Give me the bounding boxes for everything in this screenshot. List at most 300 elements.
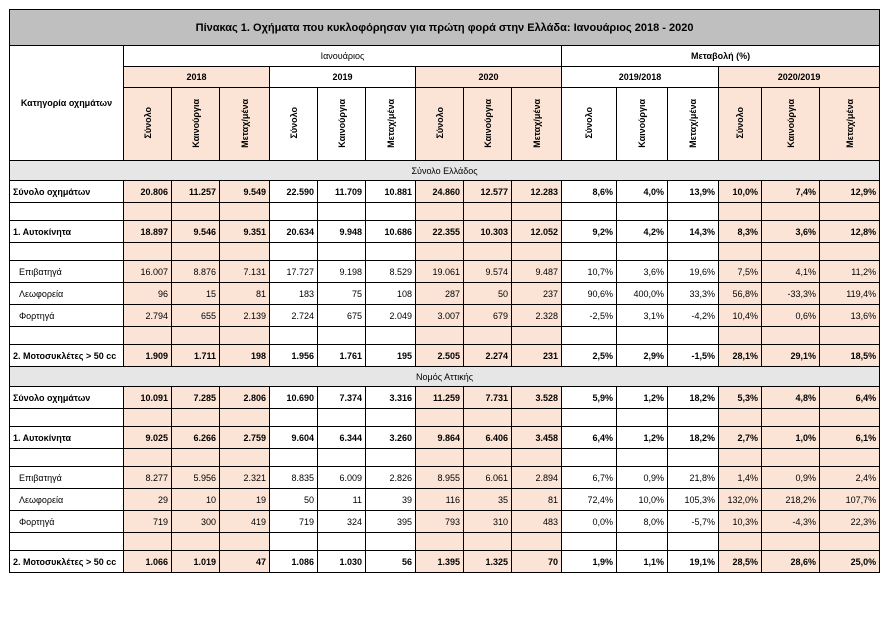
subheader-cell bbox=[464, 88, 512, 161]
value-cell: 2.328 bbox=[512, 305, 562, 327]
value-cell: 18.897 bbox=[124, 221, 172, 243]
value-cell: 218,2% bbox=[762, 489, 820, 511]
blank-cell bbox=[668, 243, 719, 261]
subheader-cell bbox=[124, 88, 172, 161]
blank-cell bbox=[562, 533, 617, 551]
blank-cell bbox=[617, 327, 668, 345]
blank-cell bbox=[464, 243, 512, 261]
value-cell: 655 bbox=[172, 305, 220, 327]
blank-cell bbox=[10, 203, 124, 221]
blank-cell bbox=[668, 409, 719, 427]
value-cell: 483 bbox=[512, 511, 562, 533]
change-header: Μεταβολή (%) bbox=[562, 46, 880, 67]
value-cell: 0,9% bbox=[617, 467, 668, 489]
value-cell: 2,9% bbox=[617, 345, 668, 367]
blank-cell bbox=[719, 409, 762, 427]
value-cell: 8.277 bbox=[124, 467, 172, 489]
blank-cell bbox=[668, 449, 719, 467]
value-cell: 3,6% bbox=[762, 221, 820, 243]
blank-cell bbox=[220, 449, 270, 467]
table-row bbox=[10, 427, 880, 449]
row-label: Σύνολο οχημάτων bbox=[10, 387, 124, 409]
subheader-label: Σύνολο bbox=[434, 107, 445, 139]
value-cell: 28,1% bbox=[719, 345, 762, 367]
value-cell: 2.759 bbox=[220, 427, 270, 449]
row-label: 1. Αυτοκίνητα bbox=[10, 221, 124, 243]
blank-cell bbox=[318, 203, 366, 221]
value-cell: 56 bbox=[366, 551, 416, 573]
subheader-cell bbox=[668, 88, 719, 161]
blank-cell bbox=[124, 449, 172, 467]
value-cell: 9.487 bbox=[512, 261, 562, 283]
blank-cell bbox=[220, 243, 270, 261]
blank-cell bbox=[172, 449, 220, 467]
value-cell: 8.876 bbox=[172, 261, 220, 283]
row-label: Φορτηγά bbox=[10, 305, 124, 327]
value-cell: 11 bbox=[318, 489, 366, 511]
value-cell: -4,3% bbox=[762, 511, 820, 533]
value-cell: 719 bbox=[124, 511, 172, 533]
section-title: Νομός Αττικής bbox=[10, 367, 880, 387]
value-cell: 679 bbox=[464, 305, 512, 327]
blank-row bbox=[10, 243, 880, 261]
value-cell: 10.881 bbox=[366, 181, 416, 203]
value-cell: 19,6% bbox=[668, 261, 719, 283]
blank-cell bbox=[172, 409, 220, 427]
blank-cell bbox=[416, 409, 464, 427]
table-row bbox=[10, 551, 880, 573]
value-cell: -5,7% bbox=[668, 511, 719, 533]
subheader-label: Μεταχ/μένα bbox=[844, 98, 855, 148]
value-cell: 107,7% bbox=[820, 489, 880, 511]
table-row bbox=[10, 305, 880, 327]
value-cell: 9.948 bbox=[318, 221, 366, 243]
value-cell: 7.374 bbox=[318, 387, 366, 409]
value-cell: 400,0% bbox=[617, 283, 668, 305]
value-cell: 10,4% bbox=[719, 305, 762, 327]
blank-cell bbox=[512, 449, 562, 467]
blank-cell bbox=[172, 243, 220, 261]
blank-cell bbox=[10, 409, 124, 427]
blank-cell bbox=[366, 533, 416, 551]
table-title: Πίνακας 1. Οχήματα που κυκλοφόρησαν για πρώτη φορά στην Ελλάδα: Ιανουάριος 2018 - 2020 bbox=[10, 10, 880, 46]
table-row bbox=[10, 345, 880, 367]
value-cell: 1,0% bbox=[762, 427, 820, 449]
value-cell: 231 bbox=[512, 345, 562, 367]
subheader-label: Σύνολο bbox=[735, 107, 745, 139]
value-cell: 1.395 bbox=[416, 551, 464, 573]
value-cell: 1.711 bbox=[172, 345, 220, 367]
header-row-3 bbox=[10, 88, 880, 161]
blank-cell bbox=[416, 327, 464, 345]
subheader-label: Σύνολο bbox=[142, 107, 153, 139]
blank-cell bbox=[270, 243, 318, 261]
value-cell: 2.826 bbox=[366, 467, 416, 489]
value-cell: 75 bbox=[318, 283, 366, 305]
subheader-cell bbox=[366, 88, 416, 161]
value-cell: 12.052 bbox=[512, 221, 562, 243]
value-cell: 7.731 bbox=[464, 387, 512, 409]
value-cell: 18,2% bbox=[668, 427, 719, 449]
value-cell: 22,3% bbox=[820, 511, 880, 533]
change-header-2019-2018: 2019/2018 bbox=[562, 67, 719, 88]
value-cell: 1.956 bbox=[270, 345, 318, 367]
value-cell: 10.690 bbox=[270, 387, 318, 409]
value-cell: 10,0% bbox=[719, 181, 762, 203]
blank-cell bbox=[172, 203, 220, 221]
blank-cell bbox=[416, 533, 464, 551]
value-cell: 2.806 bbox=[220, 387, 270, 409]
value-cell: 39 bbox=[366, 489, 416, 511]
subheader-cell bbox=[762, 88, 820, 161]
value-cell: 9.351 bbox=[220, 221, 270, 243]
value-cell: 10 bbox=[172, 489, 220, 511]
value-cell: 198 bbox=[220, 345, 270, 367]
value-cell: 19.061 bbox=[416, 261, 464, 283]
value-cell: 5,3% bbox=[719, 387, 762, 409]
value-cell: 70 bbox=[512, 551, 562, 573]
value-cell: 16.007 bbox=[124, 261, 172, 283]
value-cell: 310 bbox=[464, 511, 512, 533]
row-label: 2. Μοτοσυκλέτες > 50 cc bbox=[10, 551, 124, 573]
value-cell: 56,8% bbox=[719, 283, 762, 305]
value-cell: 7,5% bbox=[719, 261, 762, 283]
blank-cell bbox=[668, 203, 719, 221]
value-cell: 9.864 bbox=[416, 427, 464, 449]
subheader-cell bbox=[719, 88, 762, 161]
value-cell: 12,8% bbox=[820, 221, 880, 243]
value-cell: 3,6% bbox=[617, 261, 668, 283]
value-cell: 395 bbox=[366, 511, 416, 533]
blank-cell bbox=[318, 533, 366, 551]
value-cell: 10.686 bbox=[366, 221, 416, 243]
value-cell: 81 bbox=[220, 283, 270, 305]
value-cell: 28,6% bbox=[762, 551, 820, 573]
row-label: 2. Μοτοσυκλέτες > 50 cc bbox=[10, 345, 124, 367]
value-cell: 10,0% bbox=[617, 489, 668, 511]
value-cell: 90,6% bbox=[562, 283, 617, 305]
blank-cell bbox=[562, 243, 617, 261]
blank-cell bbox=[318, 243, 366, 261]
value-cell: 47 bbox=[220, 551, 270, 573]
value-cell: 3.260 bbox=[366, 427, 416, 449]
blank-cell bbox=[270, 203, 318, 221]
value-cell: 7.285 bbox=[172, 387, 220, 409]
blank-cell bbox=[270, 533, 318, 551]
value-cell: 1,2% bbox=[617, 427, 668, 449]
blank-cell bbox=[366, 203, 416, 221]
value-cell: 50 bbox=[464, 283, 512, 305]
table-row bbox=[10, 511, 880, 533]
value-cell: 1,9% bbox=[562, 551, 617, 573]
value-cell: 18,5% bbox=[820, 345, 880, 367]
value-cell: 2.274 bbox=[464, 345, 512, 367]
value-cell: 10.303 bbox=[464, 221, 512, 243]
value-cell: 33,3% bbox=[668, 283, 719, 305]
value-cell: 719 bbox=[270, 511, 318, 533]
blank-cell bbox=[512, 243, 562, 261]
value-cell: 5.956 bbox=[172, 467, 220, 489]
row-label: 1. Αυτοκίνητα bbox=[10, 427, 124, 449]
value-cell: 300 bbox=[172, 511, 220, 533]
value-cell: 6,1% bbox=[820, 427, 880, 449]
blank-cell bbox=[820, 449, 880, 467]
value-cell: 2.794 bbox=[124, 305, 172, 327]
blank-cell bbox=[10, 243, 124, 261]
subheader-cell bbox=[512, 88, 562, 161]
subheader-cell bbox=[820, 88, 880, 161]
value-cell: 237 bbox=[512, 283, 562, 305]
row-label: Λεωφορεία bbox=[10, 489, 124, 511]
blank-cell bbox=[464, 327, 512, 345]
value-cell: -33,3% bbox=[762, 283, 820, 305]
blank-cell bbox=[562, 203, 617, 221]
blank-cell bbox=[820, 533, 880, 551]
value-cell: 96 bbox=[124, 283, 172, 305]
value-cell: 3,1% bbox=[617, 305, 668, 327]
blank-cell bbox=[562, 327, 617, 345]
value-cell: 9.604 bbox=[270, 427, 318, 449]
subheader-label: Σύνολο bbox=[288, 107, 299, 139]
blank-cell bbox=[762, 449, 820, 467]
table-row bbox=[10, 261, 880, 283]
value-cell: 8.835 bbox=[270, 467, 318, 489]
blank-cell bbox=[668, 327, 719, 345]
value-cell: 10.091 bbox=[124, 387, 172, 409]
value-cell: 2.049 bbox=[366, 305, 416, 327]
value-cell: 6.009 bbox=[318, 467, 366, 489]
value-cell: 20.634 bbox=[270, 221, 318, 243]
blank-cell bbox=[562, 409, 617, 427]
section-title: Σύνολο Ελλάδος bbox=[10, 161, 880, 181]
value-cell: 183 bbox=[270, 283, 318, 305]
value-cell: 10,7% bbox=[562, 261, 617, 283]
row-label: Φορτηγά bbox=[10, 511, 124, 533]
value-cell: 0,9% bbox=[762, 467, 820, 489]
blank-cell bbox=[512, 533, 562, 551]
row-label: Σύνολο οχημάτων bbox=[10, 181, 124, 203]
blank-cell bbox=[562, 449, 617, 467]
blank-cell bbox=[220, 327, 270, 345]
value-cell: 8.529 bbox=[366, 261, 416, 283]
value-cell: 35 bbox=[464, 489, 512, 511]
blank-cell bbox=[220, 533, 270, 551]
value-cell: 7.131 bbox=[220, 261, 270, 283]
blank-cell bbox=[10, 533, 124, 551]
blank-cell bbox=[464, 533, 512, 551]
subheader-label: Σύνολο bbox=[584, 107, 594, 139]
value-cell: 793 bbox=[416, 511, 464, 533]
value-cell: 1.019 bbox=[172, 551, 220, 573]
value-cell: 9.574 bbox=[464, 261, 512, 283]
value-cell: 7,4% bbox=[762, 181, 820, 203]
blank-cell bbox=[270, 409, 318, 427]
blank-cell bbox=[464, 203, 512, 221]
value-cell: 13,6% bbox=[820, 305, 880, 327]
value-cell: 17.727 bbox=[270, 261, 318, 283]
value-cell: 2.724 bbox=[270, 305, 318, 327]
value-cell: 6,4% bbox=[820, 387, 880, 409]
value-cell: 3.007 bbox=[416, 305, 464, 327]
value-cell: 22.355 bbox=[416, 221, 464, 243]
blank-row bbox=[10, 449, 880, 467]
value-cell: 3.458 bbox=[512, 427, 562, 449]
value-cell: 108 bbox=[366, 283, 416, 305]
value-cell: 1.761 bbox=[318, 345, 366, 367]
blank-cell bbox=[172, 533, 220, 551]
value-cell: 0,6% bbox=[762, 305, 820, 327]
blank-cell bbox=[719, 203, 762, 221]
blank-cell bbox=[719, 327, 762, 345]
value-cell: 19 bbox=[220, 489, 270, 511]
row-label: Λεωφορεία bbox=[10, 283, 124, 305]
value-cell: 5,9% bbox=[562, 387, 617, 409]
value-cell: 9.198 bbox=[318, 261, 366, 283]
section-row bbox=[10, 367, 880, 387]
value-cell: 419 bbox=[220, 511, 270, 533]
value-cell: 0,0% bbox=[562, 511, 617, 533]
value-cell: 675 bbox=[318, 305, 366, 327]
value-cell: 4,8% bbox=[762, 387, 820, 409]
value-cell: 3.528 bbox=[512, 387, 562, 409]
vehicles-table bbox=[9, 9, 880, 573]
value-cell: 4,1% bbox=[762, 261, 820, 283]
subheader-label: Μεταχ/μένα bbox=[531, 98, 542, 148]
value-cell: 6.061 bbox=[464, 467, 512, 489]
value-cell: 14,3% bbox=[668, 221, 719, 243]
blank-cell bbox=[762, 243, 820, 261]
value-cell: 8,6% bbox=[562, 181, 617, 203]
blank-cell bbox=[617, 203, 668, 221]
blank-cell bbox=[512, 409, 562, 427]
value-cell: 2.139 bbox=[220, 305, 270, 327]
value-cell: 6.406 bbox=[464, 427, 512, 449]
blank-cell bbox=[416, 203, 464, 221]
value-cell: 3.316 bbox=[366, 387, 416, 409]
blank-cell bbox=[719, 449, 762, 467]
value-cell: 1.066 bbox=[124, 551, 172, 573]
value-cell: 105,3% bbox=[668, 489, 719, 511]
blank-cell bbox=[762, 533, 820, 551]
blank-cell bbox=[124, 533, 172, 551]
blank-cell bbox=[464, 409, 512, 427]
subheader-cell bbox=[270, 88, 318, 161]
value-cell: 9.549 bbox=[220, 181, 270, 203]
blank-cell bbox=[270, 449, 318, 467]
value-cell: -1,5% bbox=[668, 345, 719, 367]
value-cell: 116 bbox=[416, 489, 464, 511]
blank-cell bbox=[617, 243, 668, 261]
blank-cell bbox=[719, 533, 762, 551]
blank-cell bbox=[124, 243, 172, 261]
title-row bbox=[10, 10, 880, 46]
header-row-1 bbox=[10, 46, 880, 67]
value-cell: 11.259 bbox=[416, 387, 464, 409]
blank-cell bbox=[220, 409, 270, 427]
blank-cell bbox=[719, 243, 762, 261]
subheader-cell bbox=[220, 88, 270, 161]
value-cell: 72,4% bbox=[562, 489, 617, 511]
value-cell: 119,4% bbox=[820, 283, 880, 305]
blank-row bbox=[10, 203, 880, 221]
blank-cell bbox=[820, 327, 880, 345]
value-cell: 11.257 bbox=[172, 181, 220, 203]
value-cell: 2,5% bbox=[562, 345, 617, 367]
blank-cell bbox=[416, 243, 464, 261]
value-cell: 11,2% bbox=[820, 261, 880, 283]
value-cell: -2,5% bbox=[562, 305, 617, 327]
blank-cell bbox=[668, 533, 719, 551]
table-row bbox=[10, 283, 880, 305]
subheader-label: Καινούργια bbox=[190, 98, 201, 148]
value-cell: 8.955 bbox=[416, 467, 464, 489]
blank-cell bbox=[464, 449, 512, 467]
category-header: Κατηγορία οχημάτων bbox=[10, 46, 124, 161]
subheader-cell bbox=[562, 88, 617, 161]
blank-cell bbox=[617, 533, 668, 551]
value-cell: 2,4% bbox=[820, 467, 880, 489]
table-row bbox=[10, 467, 880, 489]
value-cell: 1.030 bbox=[318, 551, 366, 573]
value-cell: 28,5% bbox=[719, 551, 762, 573]
subheader-label: Μεταχ/μένα bbox=[688, 98, 698, 148]
value-cell: 6.266 bbox=[172, 427, 220, 449]
blank-row bbox=[10, 409, 880, 427]
value-cell: 12,9% bbox=[820, 181, 880, 203]
value-cell: 21,8% bbox=[668, 467, 719, 489]
value-cell: 6.344 bbox=[318, 427, 366, 449]
blank-cell bbox=[366, 449, 416, 467]
blank-cell bbox=[124, 327, 172, 345]
section-row bbox=[10, 161, 880, 181]
value-cell: 9.546 bbox=[172, 221, 220, 243]
blank-cell bbox=[416, 449, 464, 467]
subheader-label: Καινούργια bbox=[336, 98, 347, 148]
blank-cell bbox=[220, 203, 270, 221]
blank-row bbox=[10, 533, 880, 551]
value-cell: 2,7% bbox=[719, 427, 762, 449]
value-cell: 1,1% bbox=[617, 551, 668, 573]
value-cell: 11.709 bbox=[318, 181, 366, 203]
blank-cell bbox=[124, 409, 172, 427]
header-row-2 bbox=[10, 67, 880, 88]
year-header-2019: 2019 bbox=[270, 67, 416, 88]
value-cell: 2.505 bbox=[416, 345, 464, 367]
blank-cell bbox=[617, 409, 668, 427]
value-cell: 20.806 bbox=[124, 181, 172, 203]
change-header-2020-2019: 2020/2019 bbox=[719, 67, 880, 88]
value-cell: 9.025 bbox=[124, 427, 172, 449]
table-row bbox=[10, 221, 880, 243]
blank-cell bbox=[270, 327, 318, 345]
blank-cell bbox=[820, 409, 880, 427]
value-cell: 1,4% bbox=[719, 467, 762, 489]
subheader-cell bbox=[318, 88, 366, 161]
blank-cell bbox=[366, 327, 416, 345]
value-cell: 10,3% bbox=[719, 511, 762, 533]
blank-cell bbox=[617, 449, 668, 467]
blank-cell bbox=[762, 327, 820, 345]
value-cell: 8,3% bbox=[719, 221, 762, 243]
value-cell: 1,2% bbox=[617, 387, 668, 409]
value-cell: 1.325 bbox=[464, 551, 512, 573]
value-cell: 13,9% bbox=[668, 181, 719, 203]
value-cell: 6,7% bbox=[562, 467, 617, 489]
subheader-label: Μεταχ/μένα bbox=[385, 98, 396, 148]
subheader-label: Καινούργια bbox=[637, 98, 647, 148]
value-cell: 4,2% bbox=[617, 221, 668, 243]
blank-cell bbox=[10, 327, 124, 345]
